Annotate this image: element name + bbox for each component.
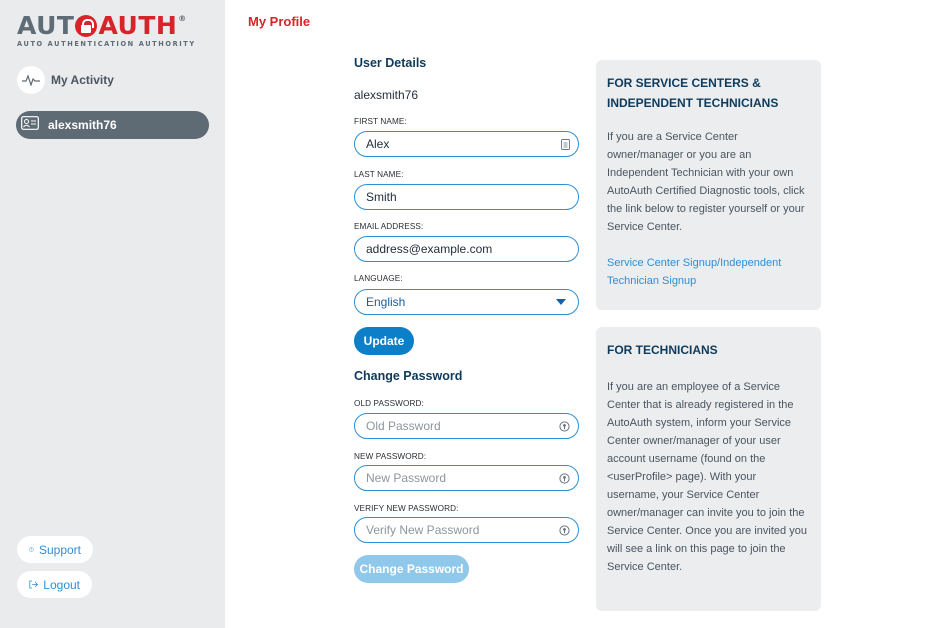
- last-name-field[interactable]: Smith: [354, 184, 579, 210]
- verify-password-input[interactable]: Verify New Password: [354, 517, 579, 543]
- email-label: EMAIL ADDRESS:: [354, 222, 424, 231]
- update-button[interactable]: Update: [354, 327, 414, 355]
- sidebar-item-label: My Activity: [51, 73, 114, 87]
- registered-mark: ®: [178, 14, 187, 23]
- password-key-icon: [559, 525, 570, 536]
- logout-button[interactable]: Logout: [17, 571, 92, 598]
- old-password-label: OLD PASSWORD:: [354, 399, 424, 408]
- page-title: My Profile: [248, 14, 311, 29]
- service-center-signup-link[interactable]: Service Center Signup/Independent Technician Signup: [607, 257, 782, 287]
- password-key-icon: [559, 473, 570, 484]
- new-password-label: NEW PASSWORD:: [354, 452, 427, 461]
- password-key-icon: [559, 421, 570, 432]
- panel-heading: FOR SERVICE CENTERS & INDEPENDENT TECHNICIANS: [607, 76, 779, 110]
- language-select[interactable]: English: [354, 289, 579, 315]
- logout-icon: [29, 579, 38, 590]
- sidebar: [0, 0, 225, 628]
- logo-tagline: AUTO AUTHENTICATION AUTHORITY: [17, 40, 196, 48]
- logo-text-auth: AUTH: [98, 11, 178, 40]
- service-centers-panel: [596, 60, 821, 310]
- username-display: alexsmith76: [354, 88, 419, 102]
- lock-icon: [75, 15, 97, 37]
- verify-password-label: VERIFY NEW PASSWORD:: [354, 504, 459, 513]
- change-password-button[interactable]: Change Password: [354, 555, 469, 583]
- user-details-heading: User Details: [354, 56, 427, 70]
- email-field[interactable]: address@example.com: [354, 236, 579, 262]
- id-card-icon: [21, 116, 39, 135]
- sidebar-item-my-activity[interactable]: [17, 65, 114, 95]
- first-name-label: FIRST NAME:: [354, 117, 407, 126]
- new-password-input[interactable]: New Password: [354, 465, 579, 491]
- panel-body: If you are a Service Center owner/manager or you are an Independent Technician with your own AutoAuth Certified Diagnostic tools, click the link below to register yourself or your Service Center.: [607, 131, 805, 233]
- first-name-field[interactable]: Alex: [354, 131, 579, 157]
- activity-pulse-icon: [17, 66, 45, 94]
- sidebar-item-label: alexsmith76: [48, 118, 117, 132]
- svg-text:?: ?: [30, 547, 33, 552]
- logo-text-auto: AUT: [17, 11, 75, 40]
- panel-heading: FOR TECHNICIANS: [607, 343, 718, 357]
- sidebar-item-profile[interactable]: [16, 111, 209, 139]
- contact-card-icon: [561, 139, 570, 150]
- autoauth-logo[interactable]: [17, 13, 212, 49]
- support-button[interactable]: ? Support: [17, 536, 93, 563]
- last-name-label: LAST NAME:: [354, 170, 404, 179]
- technicians-panel: [596, 327, 821, 611]
- language-label: LANGUAGE:: [354, 274, 403, 283]
- panel-body: If you are an employee of a Service Center that is already registered in the AutoAuth system, inform your Service Center owner/manager of your user account username (found on the <userProfile> page). With your username, your Service Center owner/manager can invite you to join the Service Center. Once you are invited you will see a link on this page to join the Service Center.: [607, 381, 807, 573]
- help-circle-icon: [29, 544, 34, 555]
- old-password-input[interactable]: Old Password: [354, 413, 579, 439]
- caret-down-icon: [556, 299, 566, 305]
- change-password-heading: Change Password: [354, 369, 463, 383]
